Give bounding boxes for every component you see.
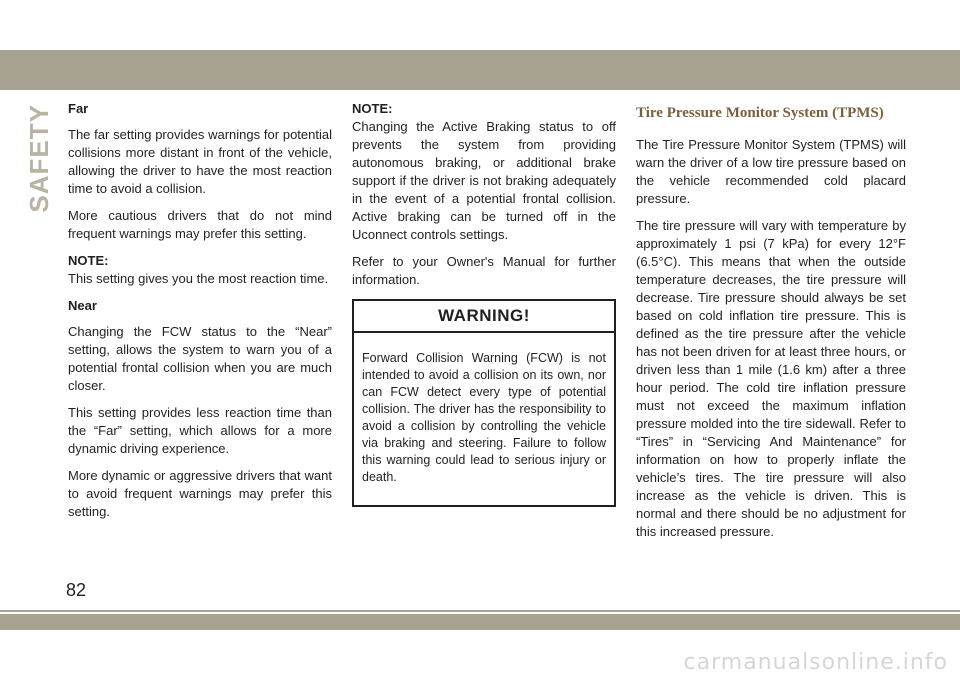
warning-text: Forward Collision Warning (FCW) is not intended to avoid a collision on its own, nor can FCW detect every type of potential collision. The driver has the responsibility to avoid a collision by controlling the vehicle via braking and steering. Failure to follow this warning could lead to serious injury or death. <box>362 351 606 484</box>
far-paragraph-2: More cautious drivers that do not mind frequent warnings may prefer this setting. <box>68 208 332 241</box>
page-number: 82 <box>66 580 87 600</box>
near-heading: Near <box>68 298 97 313</box>
note-text: This setting gives you the most reaction time. <box>68 271 329 286</box>
near-paragraph-3: More dynamic or aggressive drivers that want to avoid frequent warnings may prefer this setting. <box>68 468 332 519</box>
note-label: NOTE: <box>352 101 393 116</box>
refer-text: Refer to your Owner's Manual for further information. <box>352 254 616 287</box>
tpms-paragraph-2: The tire pressure will vary with temperature by approximately 1 psi (7 kPa) for every 12°F (6.5°C). This means that when the outside temperature decreases, the tire pressure will decrease. Tire pressure should always be set based on cold inflation tire pressure. This is defined as the tire pressure after the vehicle has not been driven for at least three hours, or driven less than 1 mile (1.6 km) after a three hour period. The cold tire inflation pressure must not exceed the maximum inflation pressure molded into the tire sidewall. Refer to “Tires” in “Servicing And Maintenance” for information on how to properly inflate the vehicle’s tires. The tire pressure will also increase as the vehicle is driven. This is normal and there should be no adjustment for this increased pressure. <box>636 218 906 539</box>
warning-box <box>352 299 616 507</box>
footer-band <box>0 614 960 630</box>
column-right <box>636 100 906 550</box>
column-middle <box>352 100 616 507</box>
note-text: Changing the Active Braking status to off prevents the system from providing autonomous braking, or additional brake support if the driver is not braking adequately in the event of a potential frontal collision. Active braking can be turned off in the Uconnect controls settings. <box>352 119 616 242</box>
tpms-paragraph-1: The Tire Pressure Monitor System (TPMS) will warn the driver of a low tire pressure based on the vehicle recommended cold placard pressure. <box>636 137 906 206</box>
warning-title: WARNING! <box>354 301 614 333</box>
near-paragraph-2: This setting provides less reaction time than the “Far” setting, which allows for a more dynamic driving experience. <box>68 405 332 456</box>
column-left <box>68 100 332 530</box>
note-label: NOTE: <box>68 253 109 268</box>
section-tab: SAFETY <box>24 104 54 213</box>
watermark: carmanualsonline.info <box>683 650 948 675</box>
near-paragraph-1: Changing the FCW status to the “Near” setting, allows the system to warn you of a potential frontal collision when you are much closer. <box>68 324 332 393</box>
section-heading: Tire Pressure Monitor System (TPMS) <box>636 105 884 121</box>
far-paragraph-1: The far setting provides warnings for potential collisions more distant in front of the vehicle, allowing the driver to have the most reaction time to avoid a collision. <box>68 127 332 196</box>
far-heading: Far <box>68 101 89 116</box>
header-band <box>0 50 960 90</box>
